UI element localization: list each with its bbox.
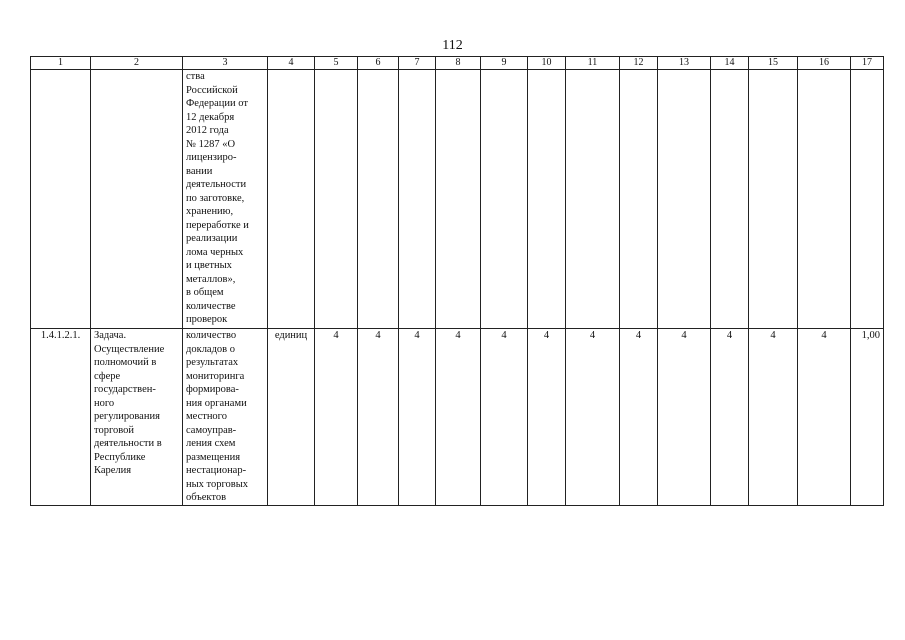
- column-header: 11: [566, 57, 620, 70]
- value-cell: 4: [358, 329, 399, 506]
- column-header: 6: [358, 57, 399, 70]
- value-cell: 4: [528, 329, 566, 506]
- unit-cell: единиц: [268, 329, 315, 506]
- column-header: 5: [315, 57, 358, 70]
- column-header: 14: [711, 57, 749, 70]
- value-cell: 4: [436, 329, 481, 506]
- value-cell: 4: [749, 329, 798, 506]
- value-cell: 4: [798, 329, 851, 506]
- column-header: 17: [851, 57, 884, 70]
- column-header: 13: [658, 57, 711, 70]
- column-header: 7: [399, 57, 436, 70]
- indicator-table: [30, 56, 884, 506]
- value-cell: 4: [620, 329, 658, 506]
- column-number-row: [31, 57, 884, 70]
- value-cell: [798, 70, 851, 329]
- column-header: 1: [31, 57, 91, 70]
- indicator-name-cell: ства Российской Федерации от 12 декабря 2012 года № 1287 «О лицензиро- вании деятельности по заготовке, хранению, переработке и реализации лома черных и цветных металлов», в общем количестве проверок: [183, 70, 268, 329]
- page-number: 112: [442, 38, 463, 53]
- value-cell: [528, 70, 566, 329]
- value-cell: 4: [566, 329, 620, 506]
- value-cell: [399, 70, 436, 329]
- value-cell: [315, 70, 358, 329]
- column-header: 2: [91, 57, 183, 70]
- unit-cell: [268, 70, 315, 329]
- column-header: 8: [436, 57, 481, 70]
- column-header: 9: [481, 57, 528, 70]
- value-cell: [658, 70, 711, 329]
- goal-cell: [91, 70, 183, 329]
- column-header: 3: [183, 57, 268, 70]
- row-number-cell: 1.4.1.2.1.: [31, 329, 91, 506]
- value-cell: [358, 70, 399, 329]
- column-header: 4: [268, 57, 315, 70]
- value-cell: [711, 70, 749, 329]
- column-header: 16: [798, 57, 851, 70]
- value-cell: [436, 70, 481, 329]
- goal-cell: Задача. Осуществление полномочий в сфере государствен- ного регулирования торговой деятельности в Республике Карелия: [91, 329, 183, 506]
- column-header: 15: [749, 57, 798, 70]
- value-cell: 4: [481, 329, 528, 506]
- value-cell: 4: [711, 329, 749, 506]
- value-cell: 4: [399, 329, 436, 506]
- value-cell: [481, 70, 528, 329]
- column-header: 10: [528, 57, 566, 70]
- table-row: [31, 70, 884, 329]
- column-header: 12: [620, 57, 658, 70]
- value-cell: 4: [658, 329, 711, 506]
- value-cell: [620, 70, 658, 329]
- ratio-cell: 1,00: [851, 329, 884, 506]
- ratio-cell: [851, 70, 884, 329]
- row-number-cell: [31, 70, 91, 329]
- value-cell: [566, 70, 620, 329]
- value-cell: [749, 70, 798, 329]
- indicator-name-cell: количество докладов о результатах мониторинга формирова- ния органами местного самоуправ- ления схем размещения нестационар- ных торговых объектов: [183, 329, 268, 506]
- table-row: [31, 329, 884, 506]
- value-cell: 4: [315, 329, 358, 506]
